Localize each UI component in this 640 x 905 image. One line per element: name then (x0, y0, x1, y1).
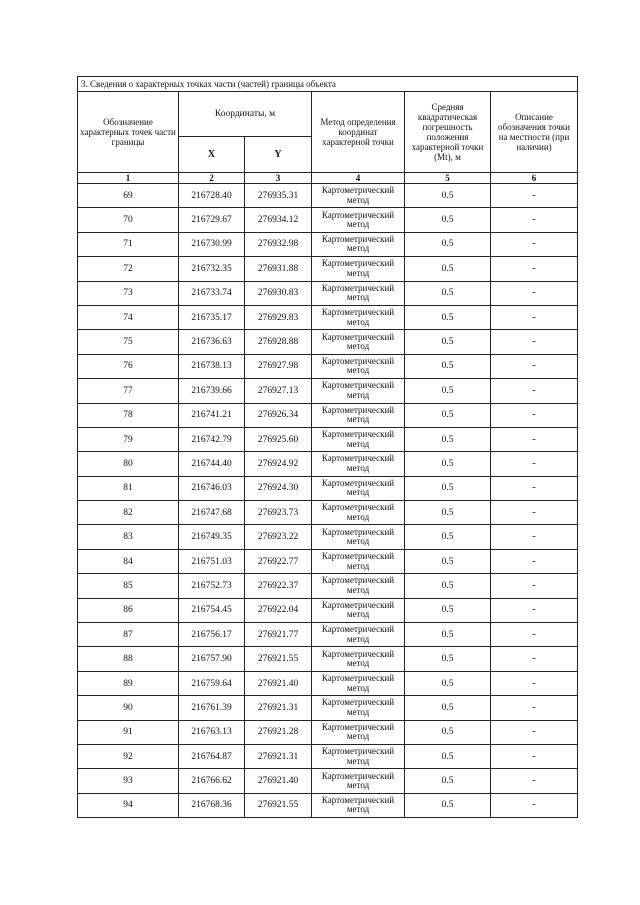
accuracy-cell: 0.5 (405, 208, 491, 232)
method-cell: Картометрический метод (312, 769, 405, 793)
coord-x: 216763.13 (179, 720, 245, 744)
description-cell: - (491, 793, 578, 817)
method-cell: Картометрический метод (312, 354, 405, 378)
column-number: 6 (491, 173, 578, 184)
coord-x: 216741.21 (179, 403, 245, 427)
table-row (78, 696, 578, 720)
accuracy-cell: 0.5 (405, 525, 491, 549)
coord-y: 276922.77 (245, 549, 312, 573)
coord-x: 216764.87 (179, 744, 245, 768)
description-cell: - (491, 379, 578, 403)
coord-y: 276921.40 (245, 671, 312, 695)
description-cell: - (491, 671, 578, 695)
point-id: 91 (78, 720, 179, 744)
table-row (78, 452, 578, 476)
description-cell: - (491, 623, 578, 647)
accuracy-cell: 0.5 (405, 379, 491, 403)
method-cell: Картометрический метод (312, 330, 405, 354)
description-cell: - (491, 720, 578, 744)
point-id: 78 (78, 403, 179, 427)
method-cell: Картометрический метод (312, 281, 405, 305)
table-row (78, 232, 578, 256)
header-coordinates: Координаты, м (179, 92, 312, 137)
coord-x: 216746.03 (179, 476, 245, 500)
coord-y: 276927.98 (245, 354, 312, 378)
point-id: 80 (78, 452, 179, 476)
table-row (78, 257, 578, 281)
description-cell: - (491, 257, 578, 281)
table-row (78, 208, 578, 232)
point-id: 74 (78, 305, 179, 329)
table-row (78, 574, 578, 598)
coord-y: 276922.04 (245, 598, 312, 622)
description-cell: - (491, 281, 578, 305)
description-cell: - (491, 330, 578, 354)
point-id: 73 (78, 281, 179, 305)
table-row (78, 403, 578, 427)
accuracy-cell: 0.5 (405, 427, 491, 451)
accuracy-cell: 0.5 (405, 671, 491, 695)
table-row (78, 793, 578, 817)
point-id: 92 (78, 744, 179, 768)
accuracy-cell: 0.5 (405, 354, 491, 378)
table-row (78, 549, 578, 573)
description-cell: - (491, 598, 578, 622)
coord-y: 276921.31 (245, 744, 312, 768)
coord-x: 216759.64 (179, 671, 245, 695)
header-x: X (179, 137, 245, 173)
point-id: 84 (78, 549, 179, 573)
coord-y: 276934.12 (245, 208, 312, 232)
coord-y: 276923.22 (245, 525, 312, 549)
accuracy-cell: 0.5 (405, 793, 491, 817)
method-cell: Картометрический метод (312, 720, 405, 744)
description-cell: - (491, 647, 578, 671)
description-cell: - (491, 305, 578, 329)
accuracy-cell: 0.5 (405, 330, 491, 354)
method-cell: Картометрический метод (312, 427, 405, 451)
point-id: 90 (78, 696, 179, 720)
point-id: 83 (78, 525, 179, 549)
column-number: 5 (405, 173, 491, 184)
coord-x: 216732.35 (179, 257, 245, 281)
coord-y: 276928.88 (245, 330, 312, 354)
point-id: 75 (78, 330, 179, 354)
method-cell: Картометрический метод (312, 379, 405, 403)
method-cell: Картометрический метод (312, 623, 405, 647)
coord-x: 216736.63 (179, 330, 245, 354)
description-cell: - (491, 403, 578, 427)
method-cell: Картометрический метод (312, 525, 405, 549)
method-cell: Картометрический метод (312, 671, 405, 695)
coord-x: 216761.39 (179, 696, 245, 720)
coord-y: 276921.40 (245, 769, 312, 793)
table-row (78, 379, 578, 403)
boundary-points-table (77, 76, 578, 818)
table-row (78, 184, 578, 208)
accuracy-cell: 0.5 (405, 184, 491, 208)
table-row (78, 501, 578, 525)
column-number: 2 (179, 173, 245, 184)
coord-y: 276922.37 (245, 574, 312, 598)
coord-x: 216733.74 (179, 281, 245, 305)
table-row (78, 354, 578, 378)
accuracy-cell: 0.5 (405, 281, 491, 305)
method-cell: Картометрический метод (312, 793, 405, 817)
coord-x: 216768.36 (179, 793, 245, 817)
accuracy-cell: 0.5 (405, 744, 491, 768)
description-cell: - (491, 744, 578, 768)
header-accuracy: Средняя квадратическая погрешность положения характерной точки (Mt), м (405, 92, 491, 173)
point-id: 86 (78, 598, 179, 622)
coord-x: 216766.62 (179, 769, 245, 793)
coord-y: 276921.77 (245, 623, 312, 647)
point-id: 89 (78, 671, 179, 695)
description-cell: - (491, 549, 578, 573)
coord-x: 216742.79 (179, 427, 245, 451)
table-row (78, 305, 578, 329)
method-cell: Картометрический метод (312, 647, 405, 671)
point-id: 94 (78, 793, 179, 817)
point-id: 69 (78, 184, 179, 208)
coord-x: 216730.99 (179, 232, 245, 256)
method-cell: Картометрический метод (312, 744, 405, 768)
header-point-designation: Обозначение характерных точек части границы (78, 92, 179, 173)
method-cell: Картометрический метод (312, 549, 405, 573)
coord-x: 216729.67 (179, 208, 245, 232)
column-number: 4 (312, 173, 405, 184)
table-row (78, 647, 578, 671)
section-title: 3. Сведения о характерных точках части (частей) границы объекта (78, 77, 578, 92)
accuracy-cell: 0.5 (405, 257, 491, 281)
document-page (77, 76, 578, 818)
table-row (78, 330, 578, 354)
point-id: 76 (78, 354, 179, 378)
table-row (78, 427, 578, 451)
method-cell: Картометрический метод (312, 257, 405, 281)
coord-y: 276921.55 (245, 647, 312, 671)
table-row (78, 623, 578, 647)
description-cell: - (491, 184, 578, 208)
point-id: 82 (78, 501, 179, 525)
coord-x: 216757.90 (179, 647, 245, 671)
table-row (78, 671, 578, 695)
coord-x: 216751.03 (179, 549, 245, 573)
table-row (78, 769, 578, 793)
point-id: 77 (78, 379, 179, 403)
coord-x: 216739.66 (179, 379, 245, 403)
table-row (78, 281, 578, 305)
point-id: 87 (78, 623, 179, 647)
column-number: 3 (245, 173, 312, 184)
method-cell: Картометрический метод (312, 501, 405, 525)
description-cell: - (491, 476, 578, 500)
point-id: 79 (78, 427, 179, 451)
description-cell: - (491, 452, 578, 476)
accuracy-cell: 0.5 (405, 452, 491, 476)
coord-y: 276930.83 (245, 281, 312, 305)
method-cell: Картометрический метод (312, 476, 405, 500)
coord-y: 276921.28 (245, 720, 312, 744)
description-cell: - (491, 501, 578, 525)
method-cell: Картометрический метод (312, 232, 405, 256)
table-row (78, 598, 578, 622)
method-cell: Картометрический метод (312, 574, 405, 598)
method-cell: Картометрический метод (312, 452, 405, 476)
column-number: 1 (78, 173, 179, 184)
point-id: 71 (78, 232, 179, 256)
table-row (78, 720, 578, 744)
column-numbers-row (78, 173, 578, 184)
coord-y: 276925.60 (245, 427, 312, 451)
coord-y: 276931.88 (245, 257, 312, 281)
description-cell: - (491, 525, 578, 549)
table-row (78, 525, 578, 549)
accuracy-cell: 0.5 (405, 549, 491, 573)
point-id: 93 (78, 769, 179, 793)
coord-y: 276932.98 (245, 232, 312, 256)
coord-y: 276927.13 (245, 379, 312, 403)
table-row (78, 744, 578, 768)
point-id: 70 (78, 208, 179, 232)
coord-y: 276924.30 (245, 476, 312, 500)
coord-y: 276926.34 (245, 403, 312, 427)
accuracy-cell: 0.5 (405, 574, 491, 598)
coord-x: 216754.45 (179, 598, 245, 622)
coord-y: 276921.31 (245, 696, 312, 720)
table-row (78, 476, 578, 500)
coord-x: 216738.13 (179, 354, 245, 378)
accuracy-cell: 0.5 (405, 769, 491, 793)
coord-y: 276929.83 (245, 305, 312, 329)
coord-x: 216735.17 (179, 305, 245, 329)
accuracy-cell: 0.5 (405, 305, 491, 329)
accuracy-cell: 0.5 (405, 403, 491, 427)
method-cell: Картометрический метод (312, 403, 405, 427)
coord-x: 216756.17 (179, 623, 245, 647)
coord-x: 216752.73 (179, 574, 245, 598)
accuracy-cell: 0.5 (405, 647, 491, 671)
description-cell: - (491, 208, 578, 232)
description-cell: - (491, 769, 578, 793)
description-cell: - (491, 427, 578, 451)
point-id: 85 (78, 574, 179, 598)
description-cell: - (491, 232, 578, 256)
point-id: 72 (78, 257, 179, 281)
coord-x: 216749.35 (179, 525, 245, 549)
header-method: Метод определения координат характерной точки (312, 92, 405, 173)
description-cell: - (491, 354, 578, 378)
method-cell: Картометрический метод (312, 696, 405, 720)
coord-x: 216744.40 (179, 452, 245, 476)
accuracy-cell: 0.5 (405, 232, 491, 256)
header-y: Y (245, 137, 312, 173)
coord-x: 216747.68 (179, 501, 245, 525)
method-cell: Картометрический метод (312, 598, 405, 622)
accuracy-cell: 0.5 (405, 598, 491, 622)
coord-y: 276921.55 (245, 793, 312, 817)
method-cell: Картометрический метод (312, 305, 405, 329)
coord-y: 276923.73 (245, 501, 312, 525)
coord-x: 216728.40 (179, 184, 245, 208)
method-cell: Картометрический метод (312, 208, 405, 232)
header-description: Описание обозначения точки на местности (при наличии) (491, 92, 578, 173)
coord-y: 276924.92 (245, 452, 312, 476)
accuracy-cell: 0.5 (405, 623, 491, 647)
accuracy-cell: 0.5 (405, 501, 491, 525)
accuracy-cell: 0.5 (405, 720, 491, 744)
accuracy-cell: 0.5 (405, 696, 491, 720)
point-id: 81 (78, 476, 179, 500)
coord-y: 276935.31 (245, 184, 312, 208)
method-cell: Картометрический метод (312, 184, 405, 208)
point-id: 88 (78, 647, 179, 671)
description-cell: - (491, 696, 578, 720)
accuracy-cell: 0.5 (405, 476, 491, 500)
description-cell: - (491, 574, 578, 598)
